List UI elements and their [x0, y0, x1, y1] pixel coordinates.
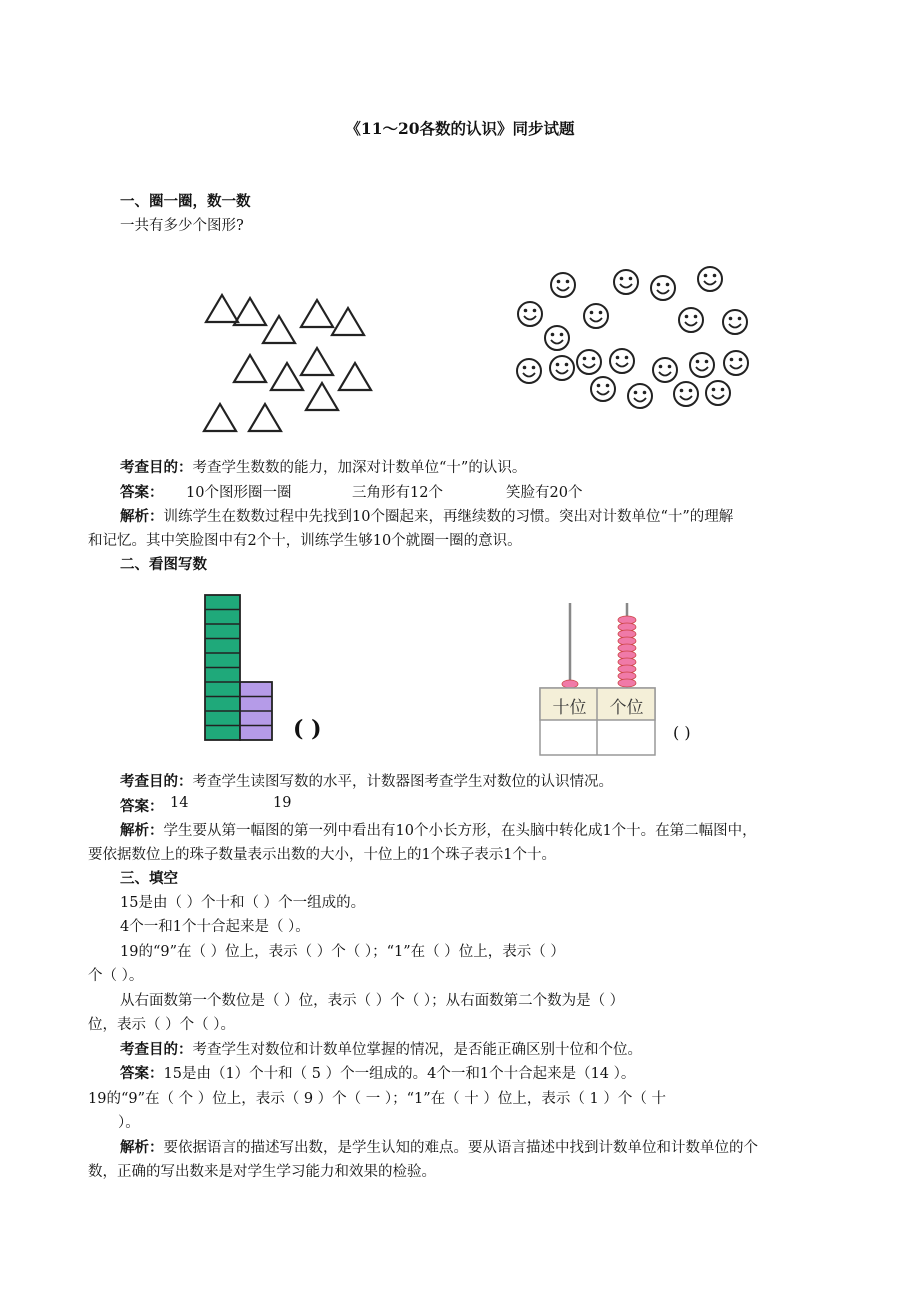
- s1-answer: 答案： 10个图形圈一圈 三角形有12个 笑脸有20个: [120, 485, 583, 501]
- s3-purpose: 考查目的：考查学生对数位和计数单位掌握的情况，是否能正确区别十位和个位。: [120, 1042, 642, 1058]
- question-3-cont: 个（ ）。: [88, 968, 144, 984]
- smiley: [614, 270, 638, 294]
- triangle: [301, 300, 333, 327]
- abacus-ones-label: 个位: [609, 698, 644, 718]
- s3-answer-cont: 19的“9”在（ 个 ）位上，表示（ 9 ）个（ 一 ）；“1”在（ 十 ）位上，表示（ 1 ）个（ 十: [88, 1091, 666, 1107]
- s3-answer-end: ）。: [118, 1115, 140, 1131]
- smiley: [518, 302, 542, 326]
- s3-answer: 答案：15是由（1）个十和（ 5 ）个一组成的。4个一和1个十合起来是（14 ）。: [120, 1066, 636, 1082]
- s3-analysis-cont: 数，正确的写出数来是对学生学习能力和效果的检验。: [88, 1164, 436, 1180]
- s2-answer: 答案： 14 19: [120, 795, 292, 815]
- block-figure: [200, 592, 280, 744]
- triangles-figure: [195, 290, 385, 440]
- smiley-faces-figure: [505, 258, 755, 418]
- section-1-question: 一共有多少个图形?: [120, 218, 244, 234]
- triangle: [306, 383, 338, 410]
- smiley: [706, 381, 730, 405]
- smiley: [584, 304, 608, 328]
- s1-purpose: 考查目的：考查学生数数的能力，加深对计数单位“十”的认识。: [120, 460, 527, 476]
- smiley: [550, 356, 574, 380]
- triangle: [339, 363, 371, 390]
- s1-analysis-cont: 和记忆。其中笑脸图中有2个十，训练学生够10个就圈一圈的意识。: [88, 533, 522, 549]
- question-2: 4个一和1个十合起来是（ ）。: [120, 919, 310, 935]
- smiley: [679, 308, 703, 332]
- smiley: [698, 267, 722, 291]
- smiley: [591, 377, 615, 401]
- triangle: [249, 404, 281, 431]
- answer-blank-2: ( ): [673, 723, 691, 742]
- smiley: [517, 359, 541, 383]
- s2-analysis-cont: 要依据数位上的珠子数量表示出数的大小，十位上的1个珠子表示1个十。: [88, 847, 556, 863]
- s2-analysis: 解析：学生要从第一幅图的第一列中看出有10个小长方形，在头脑中转化成1个十。在第二幅图中，: [120, 823, 757, 839]
- smiley: [674, 382, 698, 406]
- smiley: [551, 273, 575, 297]
- smiley: [724, 351, 748, 375]
- page-title: 《11～20各数的认识》同步试题: [345, 119, 575, 138]
- triangle: [332, 308, 364, 335]
- triangle: [301, 348, 333, 375]
- triangle: [234, 298, 266, 325]
- question-4: 从右面数第一个数位是（ ）位，表示（ ）个（ ）；从右面数第二个数为是（ ）: [120, 993, 625, 1009]
- smiley: [628, 384, 652, 408]
- triangle: [271, 363, 303, 390]
- smiley: [651, 276, 675, 300]
- abacus-tens-label: 十位: [552, 698, 587, 718]
- question-3: 19的“9”在（ ）位上，表示（ ）个（ ）；“1”在（ ）位上，表示（ ）: [120, 944, 565, 960]
- answer-blank-1: ( ): [293, 716, 322, 742]
- s2-purpose: 考查目的：考查学生读图写数的水平，计数器图考查学生对数位的认识情况。: [120, 774, 613, 790]
- smiley: [577, 350, 601, 374]
- s3-analysis: 解析：要依据语言的描述写出数，是学生认知的难点。要从语言描述中找到计数单位和计数单位的个: [120, 1140, 758, 1156]
- smiley: [653, 358, 677, 382]
- question-1: 15是由（ ）个十和（ ）个一组成的。: [120, 895, 366, 911]
- triangle: [234, 355, 266, 382]
- section-2-heading: 二、看图写数: [120, 557, 207, 573]
- smiley: [545, 326, 569, 350]
- s1-analysis: 解析：训练学生在数数过程中先找到10个圈起来，再继续数的习惯。突出对计数单位“十”的理解: [120, 509, 734, 525]
- section-1-heading: 一、圈一圈，数一数: [120, 194, 251, 210]
- question-4-cont: 位，表示（ ）个（ ）。: [88, 1017, 235, 1033]
- smiley: [723, 310, 747, 334]
- section-3-heading: 三、填空: [120, 871, 178, 887]
- smiley: [610, 349, 634, 373]
- triangle: [263, 316, 295, 343]
- triangle: [206, 295, 238, 322]
- smiley: [690, 353, 714, 377]
- triangle: [204, 404, 236, 431]
- abacus-figure: [535, 600, 660, 758]
